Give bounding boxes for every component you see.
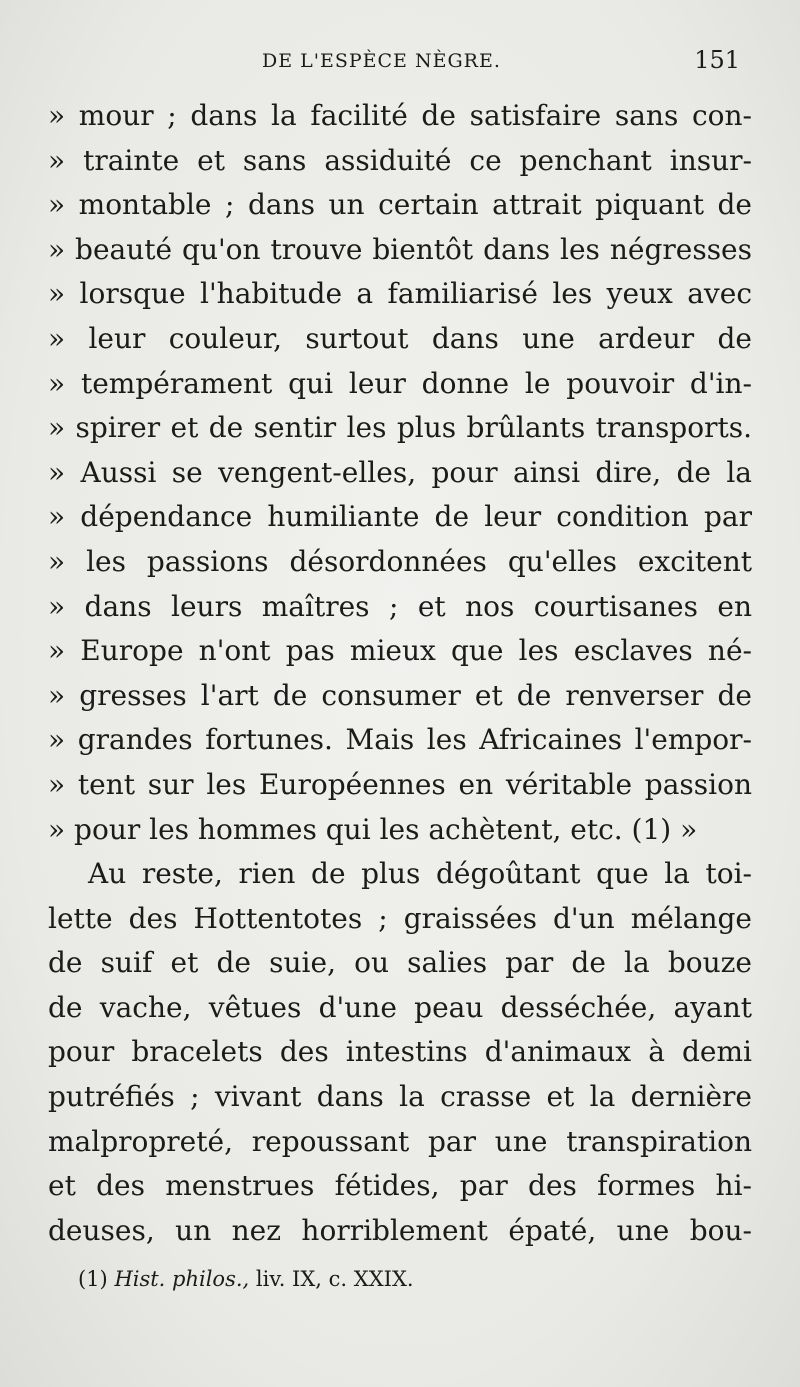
body-text <box>48 94 752 1253</box>
text-line: » montable ; dans un certain attrait piquant de <box>48 188 752 222</box>
text-line: » gresses l'art de consumer et de renverser de <box>48 678 752 712</box>
text-line: » lorsque l'habitude a familiarisé les yeux avec <box>48 277 752 311</box>
footnote-marker: (1) <box>78 1267 108 1291</box>
text-line: malpropreté, repoussant par une transpiration <box>48 1124 752 1158</box>
text-line: » spirer et de sentir les plus brûlants transports. <box>48 411 752 445</box>
text-line: et des menstrues fétides, par des formes hi- <box>48 1169 752 1203</box>
text-line: » tempérament qui leur donne le pouvoir d'in- <box>48 366 752 400</box>
text-line: » tent sur les Européennes en véritable passion <box>48 767 752 801</box>
text-line: » Europe n'ont pas mieux que les esclaves né- <box>48 634 752 668</box>
text-line: pour bracelets des intestins d'animaux à demi <box>48 1035 752 1069</box>
text-line: » les passions désordonnées qu'elles excitent <box>48 544 752 578</box>
text-line: » leur couleur, surtout dans une ardeur de <box>48 321 752 355</box>
text-line: » grandes fortunes. Mais les Africaines l'empor- <box>48 723 752 757</box>
running-title: DE L'ESPÈCE NÈGRE. <box>262 50 501 72</box>
text-line: » beauté qu'on trouve bientôt dans les négresses <box>48 232 752 266</box>
footnote-citation: Hist. philos., <box>114 1267 250 1291</box>
text-line: de suif et de suie, ou salies par de la bouze <box>48 946 752 980</box>
footnote-reference: liv. IX, c. XXIX. <box>255 1267 414 1291</box>
text-line: de vache, vêtues d'une peau desséchée, ayant <box>48 990 752 1024</box>
text-line: » dans leurs maîtres ; et nos courtisanes en <box>48 589 752 623</box>
text-line: » pour les hommes qui les achètent, etc. (1) » <box>48 812 698 846</box>
text-line: » mour ; dans la facilité de satisfaire sans con- <box>48 99 752 132</box>
paragraph-start-line: Au reste, rien de plus dégoûtant que la toi- <box>88 857 752 891</box>
text-line: deuses, un nez horriblement épaté, une bou- <box>48 1213 752 1247</box>
page-number: 151 <box>694 46 740 74</box>
text-line: putréfiés ; vivant dans la crasse et la dernière <box>48 1080 752 1114</box>
text-line: » dépendance humiliante de leur condition par <box>48 500 752 534</box>
footnote <box>78 1267 414 1291</box>
page-header <box>0 44 800 84</box>
text-line: » Aussi se vengent-elles, pour ainsi dire, de la <box>48 455 752 489</box>
text-line: » trainte et sans assiduité ce penchant insur- <box>48 143 752 177</box>
text-line: lette des Hottentotes ; graissées d'un mélange <box>48 901 752 935</box>
